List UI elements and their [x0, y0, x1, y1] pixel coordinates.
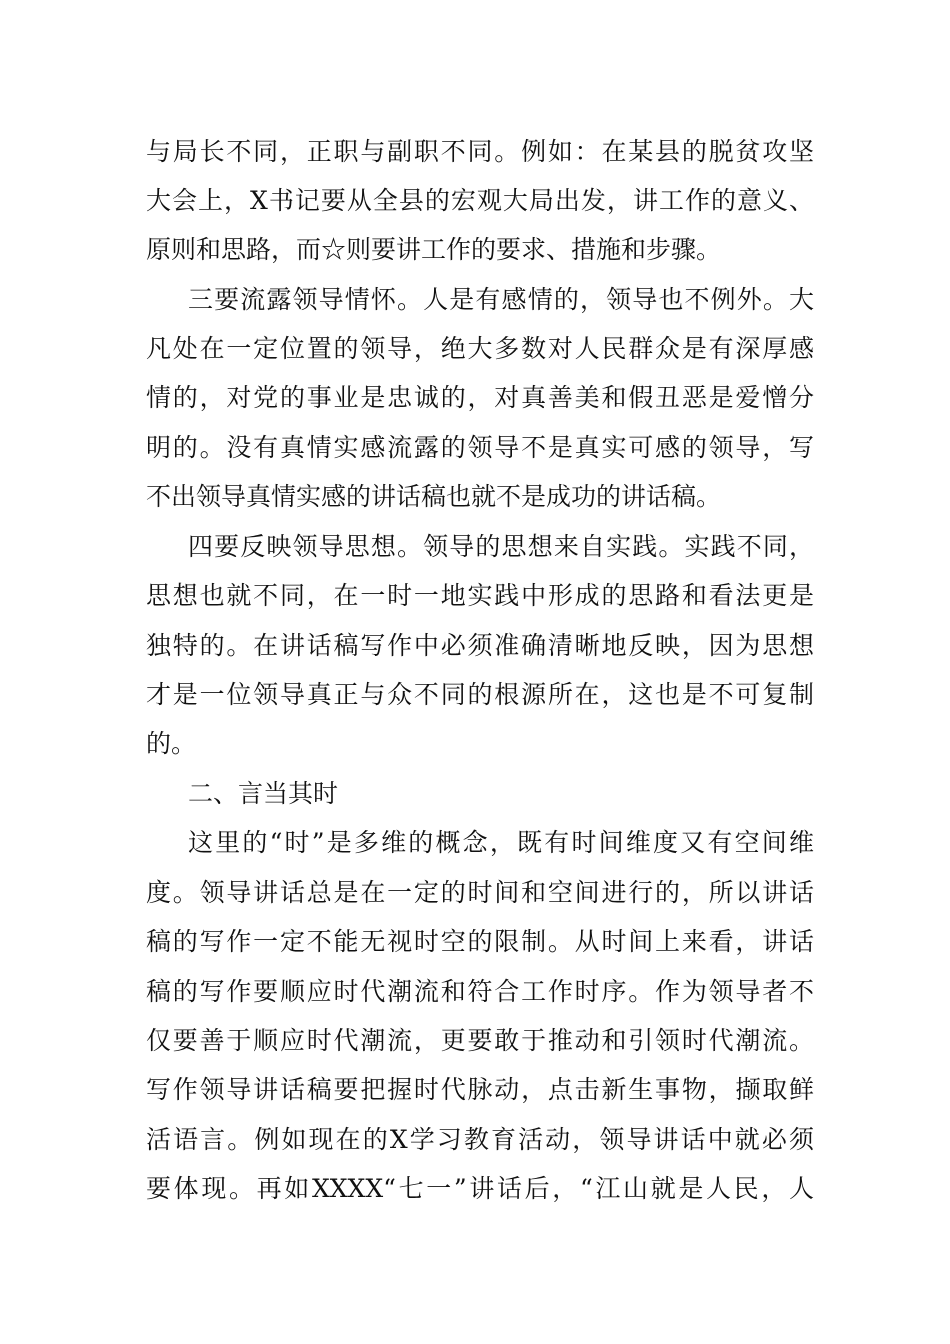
text-line: 大会上，X书记要从全县的宏观大局出发，讲工作的意义、	[146, 186, 814, 215]
text-line: 仅要善于顺应时代潮流，更要敢于推动和引领时代潮流。	[146, 1026, 814, 1055]
text-line: 原则和思路，而☆则要讲工作的要求、措施和步骤。	[146, 235, 722, 264]
text-line: 写作领导讲话稿要把握时代脉动，点击新生事物，撷取鲜	[146, 1075, 814, 1104]
text-line: 思想也就不同，在一时一地实践中形成的思路和看法更是	[146, 581, 814, 610]
text-line: 的。	[146, 729, 197, 758]
text-line: 稿的写作一定不能无视时空的限制。从时间上来看，讲话	[146, 927, 814, 956]
text-line: 要体现。再如XXXX“七一”讲话后，“江山就是人民，人	[146, 1174, 814, 1203]
text-line: 情的，对党的事业是忠诚的，对真善美和假丑恶是爱憎分	[146, 383, 814, 412]
text-line: 三要流露领导情怀。人是有感情的，领导也不例外。大	[188, 285, 814, 314]
text-line: 明的。没有真情实感流露的领导不是真实可感的领导，写	[146, 433, 814, 462]
text-line: 才是一位领导真正与众不同的根源所在，这也是不可复制	[146, 680, 814, 709]
text-line: 活语言。例如现在的X学习教育活动，领导讲话中就必须	[146, 1125, 814, 1154]
text-line: 独特的。在讲话稿写作中必须准确清晰地反映，因为思想	[146, 631, 814, 660]
text-line: 度。领导讲话总是在一定的时间和空间进行的，所以讲话	[146, 878, 814, 907]
text-line: 不出领导真情实感的讲话稿也就不是成功的讲话稿。	[146, 482, 722, 511]
text-line: 凡处在一定位置的领导，绝大多数对人民群众是有深厚感	[146, 334, 814, 363]
section-heading: 二、言当其时	[188, 779, 339, 808]
text-line: 与局长不同，正职与副职不同。例如：在某县的脱贫攻坚	[146, 137, 814, 166]
text-line: 稿的写作要顺应时代潮流和符合工作时序。作为领导者不	[146, 977, 814, 1006]
text-line: 这里的“时”是多维的概念，既有时间维度又有空间维	[188, 828, 814, 857]
text-line: 四要反映领导思想。领导的思想来自实践。实践不同，	[188, 532, 814, 561]
